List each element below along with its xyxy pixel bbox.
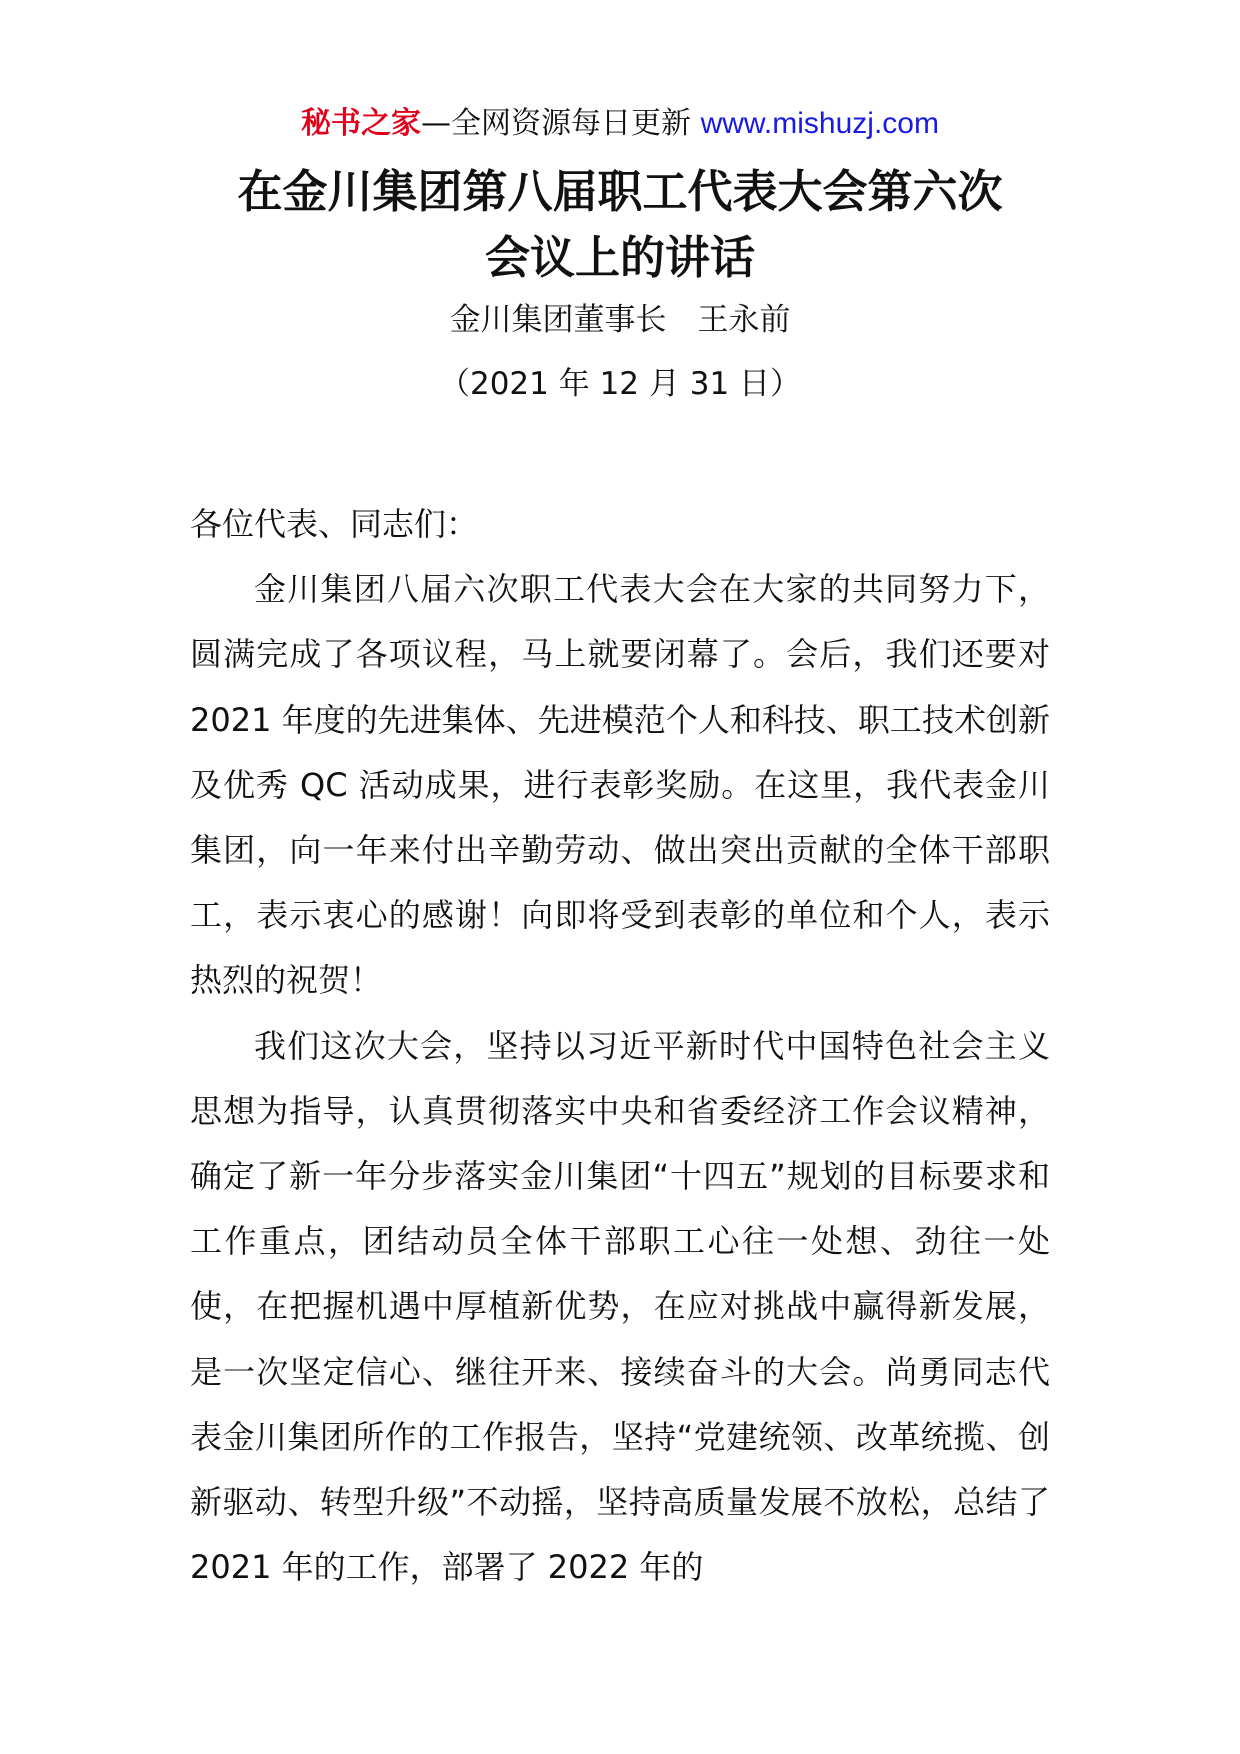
document-title-line-2: 会议上的讲话: [484, 231, 755, 284]
document-body: [190, 492, 1050, 1600]
document-title-line-1: 在金川集团第八届职工代表大会第六次: [237, 165, 1003, 218]
site-url-link[interactable]: www.mishuzj.com: [700, 107, 939, 140]
body-paragraph-2: 我们这次大会，坚持以习近平新时代中国特色社会主义思想为指导，认真贯彻落实中央和省委经济工作会议精神，确定了新一年分步落实金川集团“十四五”规划的目标要求和工作重点，团结动员全体干部职工心往一处想、劲往一处使，在把握机遇中厚植新优势，在应对挑战中赢得新发展，是一次坚定信心、继往开来、接续奋斗的大会。尚勇同志代表金川集团所作的工作报告，坚持“党建统领、改革统揽、创新驱动、转型升级”不动摇，坚持高质量发展不放松，总结了 2021 年的工作，部署了 2022 年的: [190, 1026, 1050, 1587]
salutation: 各位代表、同志们：: [190, 505, 479, 543]
body-paragraph-1: 金川集团八届六次职工代表大会在大家的共同努力下，圆满完成了各项议程，马上就要闭幕了。会后，我们还要对 2021 年度的先进集体、先进模范个人和科技、职工技术创新及优秀 QC 活动成果，进行表彰奖励。在这里，我代表金川集团，向一年来付出辛勤劳动、做出突出贡献的全体干部职工，表示衷心的感谢！向即将受到表彰的单位和个人，表示热烈的祝贺！: [190, 570, 1050, 1000]
site-header: [0, 102, 1240, 146]
document-author: 金川集团董事长 王永前: [449, 302, 791, 338]
site-brand: 秘书之家: [301, 106, 422, 141]
site-tagline: —全网资源每日更新: [421, 106, 701, 141]
document-date: （2021 年 12 月 31 日）: [438, 366, 802, 402]
